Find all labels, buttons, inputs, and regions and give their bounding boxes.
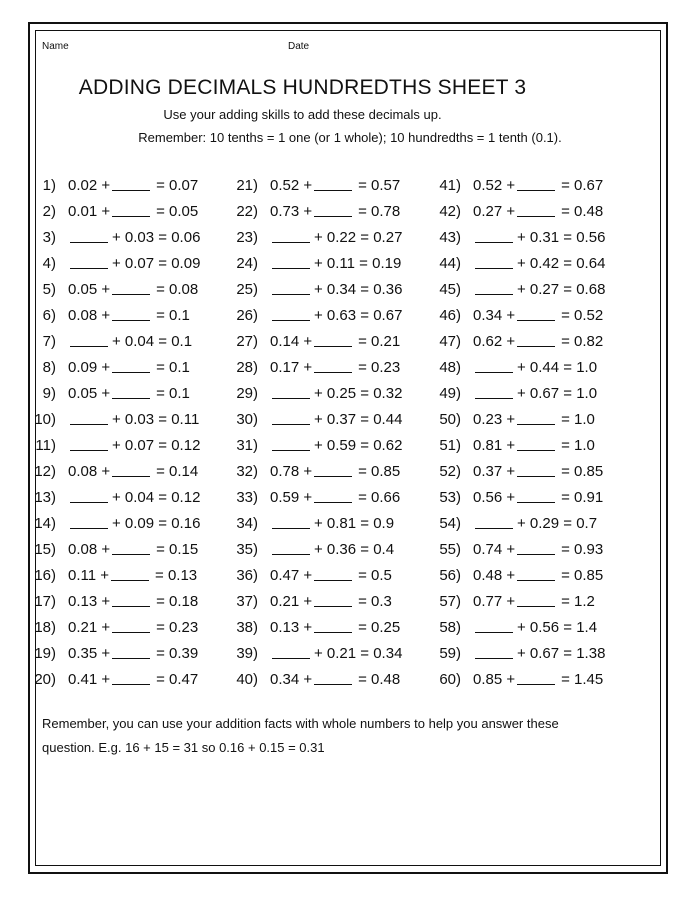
answer-blank[interactable] — [517, 669, 555, 685]
answer-blank[interactable] — [475, 513, 513, 529]
problem-number: 52) — [439, 463, 461, 480]
problem-row — [421, 565, 605, 591]
problem-number: 22) — [236, 203, 258, 220]
problem-number: 46) — [439, 307, 461, 324]
problem-addend: 0.81 + — [473, 437, 516, 454]
problem-number: 32) — [236, 463, 258, 480]
answer-blank[interactable] — [272, 435, 310, 451]
problem-addend: 0.78 + — [270, 463, 313, 480]
page-title — [0, 76, 605, 100]
answer-blank[interactable] — [112, 461, 150, 477]
answer-blank[interactable] — [475, 643, 513, 659]
problem-number: 25) — [236, 281, 258, 298]
problem-addend: 0.74 + — [473, 541, 516, 558]
answer-blank[interactable] — [517, 201, 555, 217]
problem-row — [16, 487, 200, 513]
problem-row — [16, 383, 200, 409]
problem-equation-part: + 0.03 = 0.11 — [112, 411, 200, 428]
problem-equation-part: = 0.1 — [156, 385, 190, 402]
problem-row — [421, 409, 605, 435]
answer-blank[interactable] — [112, 175, 150, 191]
problem-equation-part: + 0.42 = 0.64 — [517, 255, 606, 272]
problem-number: 45) — [439, 281, 461, 298]
problem-addend: 0.14 + — [270, 333, 313, 350]
problem-equation-part: = 0.85 — [561, 463, 604, 480]
answer-blank[interactable] — [314, 591, 352, 607]
problem-number: 38) — [236, 619, 258, 636]
problem-equation-part: + 0.67 = 1.38 — [517, 645, 606, 662]
problem-row — [218, 669, 402, 695]
problem-equation-part: = 1.45 — [561, 671, 604, 688]
answer-blank[interactable] — [314, 461, 352, 477]
problem-equation-part: = 0.3 — [358, 593, 392, 610]
problem-row — [16, 435, 200, 461]
problem-addend: 0.77 + — [473, 593, 516, 610]
answer-blank[interactable] — [517, 591, 555, 607]
problem-equation-part: + 0.34 = 0.36 — [314, 281, 403, 298]
answer-blank[interactable] — [314, 565, 352, 581]
problem-number: 4) — [42, 255, 56, 272]
problem-row — [421, 669, 605, 695]
problem-number: 37) — [236, 593, 258, 610]
problem-addend: 0.35 + — [68, 645, 111, 662]
answer-blank[interactable] — [70, 253, 108, 269]
answer-blank[interactable] — [475, 253, 513, 269]
problem-row — [421, 305, 605, 331]
problem-row — [421, 461, 605, 487]
problem-equation-part: = 0.48 — [358, 671, 401, 688]
answer-blank[interactable] — [475, 357, 513, 373]
problem-addend: 0.21 + — [270, 593, 313, 610]
problem-number: 58) — [439, 619, 461, 636]
footer-hint-line-2: question. E.g. 16 + 15 = 31 so 0.16 + 0.15 = 0.31 — [42, 740, 325, 755]
page-title-text: ADDING DECIMALS HUNDREDTHS SHEET 3 — [78, 76, 527, 99]
problem-number: 50) — [439, 411, 461, 428]
problem-equation-part: = 0.23 — [156, 619, 199, 636]
problem-number: 41) — [439, 177, 461, 194]
problem-equation-part: + 0.04 = 0.12 — [112, 489, 201, 506]
answer-blank[interactable] — [112, 305, 150, 321]
answer-blank[interactable] — [70, 513, 108, 529]
problem-number: 30) — [236, 411, 258, 428]
problem-addend: 0.48 + — [473, 567, 516, 584]
problem-equation-part: = 0.25 — [358, 619, 401, 636]
problem-addend: 0.52 + — [473, 177, 516, 194]
problem-number: 18) — [34, 619, 56, 636]
problem-equation-part: = 0.82 — [561, 333, 604, 350]
problem-equation-part: = 0.08 — [156, 281, 199, 298]
problem-row — [218, 331, 402, 357]
problem-number: 34) — [236, 515, 258, 532]
problem-number: 2) — [42, 203, 56, 220]
problem-row — [218, 617, 402, 643]
problem-addend: 0.41 + — [68, 671, 111, 688]
answer-blank[interactable] — [314, 357, 352, 373]
answer-blank[interactable] — [314, 175, 352, 191]
problem-row — [16, 175, 200, 201]
problem-equation-part: + 0.07 = 0.09 — [112, 255, 201, 272]
problem-number: 49) — [439, 385, 461, 402]
problem-equation-part: + 0.81 = 0.9 — [314, 515, 395, 532]
answer-blank[interactable] — [517, 565, 555, 581]
problem-equation-part: = 0.14 — [156, 463, 199, 480]
problem-row — [421, 357, 605, 383]
answer-blank[interactable] — [475, 617, 513, 633]
problem-row — [218, 227, 402, 253]
answer-blank[interactable] — [70, 435, 108, 451]
problem-equation-part: + 0.22 = 0.27 — [314, 229, 403, 246]
answer-blank[interactable] — [272, 253, 310, 269]
problem-equation-part: = 0.18 — [156, 593, 199, 610]
problem-row — [421, 175, 605, 201]
answer-blank[interactable] — [112, 591, 150, 607]
answer-blank[interactable] — [272, 409, 310, 425]
problem-row — [16, 513, 200, 539]
problem-equation-part: + 0.44 = 1.0 — [517, 359, 598, 376]
problem-addend: 0.08 + — [68, 463, 111, 480]
problem-equation-part: = 0.66 — [358, 489, 401, 506]
problem-row — [16, 253, 200, 279]
problem-row — [16, 409, 200, 435]
problem-row — [218, 357, 402, 383]
answer-blank[interactable] — [112, 279, 150, 295]
problem-addend: 0.37 + — [473, 463, 516, 480]
problem-number: 48) — [439, 359, 461, 376]
answer-blank[interactable] — [314, 669, 352, 685]
answer-blank[interactable] — [314, 331, 352, 347]
problem-number: 40) — [236, 671, 258, 688]
problem-equation-part: + 0.07 = 0.12 — [112, 437, 201, 454]
problem-row — [16, 357, 200, 383]
problem-row — [218, 513, 402, 539]
problem-row — [16, 331, 200, 357]
answer-blank[interactable] — [112, 383, 150, 399]
problem-addend: 0.02 + — [68, 177, 111, 194]
problem-number: 5) — [42, 281, 56, 298]
problem-row — [16, 643, 200, 669]
problem-equation-part: + 0.31 = 0.56 — [517, 229, 606, 246]
problem-number: 12) — [34, 463, 56, 480]
problem-number: 3) — [42, 229, 56, 246]
problem-addend: 0.13 + — [68, 593, 111, 610]
problem-number: 54) — [439, 515, 461, 532]
problem-equation-part: + 0.04 = 0.1 — [112, 333, 193, 350]
problem-row — [421, 487, 605, 513]
problem-addend: 0.59 + — [270, 489, 313, 506]
problem-row — [16, 201, 200, 227]
answer-blank[interactable] — [70, 487, 108, 503]
problem-number: 17) — [34, 593, 56, 610]
problem-row — [421, 201, 605, 227]
answer-blank[interactable] — [517, 305, 555, 321]
problem-number: 15) — [34, 541, 56, 558]
problem-number: 19) — [34, 645, 56, 662]
problem-addend: 0.34 + — [473, 307, 516, 324]
problem-number: 14) — [34, 515, 56, 532]
problem-equation-part: + 0.56 = 1.4 — [517, 619, 598, 636]
problem-equation-part: = 0.52 — [561, 307, 604, 324]
problem-addend: 0.23 + — [473, 411, 516, 428]
problem-row — [421, 539, 605, 565]
problem-equation-part: = 0.48 — [561, 203, 604, 220]
answer-blank[interactable] — [272, 539, 310, 555]
problem-addend: 0.56 + — [473, 489, 516, 506]
problem-equation-part: = 0.93 — [561, 541, 604, 558]
problem-equation-part: = 0.39 — [156, 645, 199, 662]
problem-number: 31) — [236, 437, 258, 454]
instruction-line-1: Use your adding skills to add these decimals up. — [163, 107, 442, 122]
problem-number: 8) — [42, 359, 56, 376]
problem-number: 36) — [236, 567, 258, 584]
problem-row — [218, 201, 402, 227]
problem-addend: 0.47 + — [270, 567, 313, 584]
problem-number: 28) — [236, 359, 258, 376]
problem-addend: 0.73 + — [270, 203, 313, 220]
answer-blank[interactable] — [111, 565, 149, 581]
problem-number: 33) — [236, 489, 258, 506]
problem-row — [218, 435, 402, 461]
answer-blank[interactable] — [112, 669, 150, 685]
problem-equation-part: = 1.2 — [561, 593, 595, 610]
problem-equation-part: = 0.5 — [358, 567, 392, 584]
answer-blank[interactable] — [112, 643, 150, 659]
problem-addend: 0.85 + — [473, 671, 516, 688]
problem-row — [421, 435, 605, 461]
answer-blank[interactable] — [475, 227, 513, 243]
answer-blank[interactable] — [517, 331, 555, 347]
problem-equation-part: + 0.11 = 0.19 — [314, 255, 402, 272]
problem-addend: 0.08 + — [68, 541, 111, 558]
problem-addend: 0.13 + — [270, 619, 313, 636]
problem-number: 6) — [42, 307, 56, 324]
answer-blank[interactable] — [70, 331, 108, 347]
problem-number: 44) — [439, 255, 461, 272]
answer-blank[interactable] — [517, 487, 555, 503]
footer-hint-line-1: Remember, you can use your addition facts with whole numbers to help you answer these — [42, 716, 559, 731]
answer-blank[interactable] — [517, 409, 555, 425]
problem-number: 20) — [34, 671, 56, 688]
problem-addend: 0.01 + — [68, 203, 111, 220]
problem-number: 24) — [236, 255, 258, 272]
problem-number: 13) — [34, 489, 56, 506]
problem-equation-part: = 0.07 — [156, 177, 199, 194]
problem-equation-part: = 0.13 — [155, 567, 198, 584]
problem-equation-part: = 0.85 — [358, 463, 401, 480]
problem-row — [421, 331, 605, 357]
problem-addend: 0.08 + — [68, 307, 111, 324]
answer-blank[interactable] — [314, 201, 352, 217]
problem-addend: 0.62 + — [473, 333, 516, 350]
problem-equation-part: + 0.63 = 0.67 — [314, 307, 403, 324]
problem-row — [218, 643, 402, 669]
problem-row — [218, 565, 402, 591]
problem-equation-part: = 0.1 — [156, 359, 190, 376]
problem-row — [16, 617, 200, 643]
answer-blank[interactable] — [272, 643, 310, 659]
answer-blank[interactable] — [112, 201, 150, 217]
problem-row — [218, 175, 402, 201]
problem-number: 16) — [34, 567, 56, 584]
problem-number: 1) — [42, 177, 56, 194]
answer-blank[interactable] — [517, 539, 555, 555]
problem-equation-part: = 0.23 — [358, 359, 401, 376]
problem-equation-part: + 0.03 = 0.06 — [112, 229, 201, 246]
answer-blank[interactable] — [517, 461, 555, 477]
problem-equation-part: + 0.29 = 0.7 — [517, 515, 598, 532]
problem-number: 56) — [439, 567, 461, 584]
answer-blank[interactable] — [272, 383, 310, 399]
problem-row — [218, 383, 402, 409]
problem-row — [16, 591, 200, 617]
answer-blank[interactable] — [475, 279, 513, 295]
problem-number: 53) — [439, 489, 461, 506]
answer-blank[interactable] — [475, 383, 513, 399]
problem-number: 57) — [439, 593, 461, 610]
answer-blank[interactable] — [272, 227, 310, 243]
problem-column-3 — [421, 175, 605, 695]
problem-row — [16, 539, 200, 565]
problem-number: 23) — [236, 229, 258, 246]
problem-number: 35) — [236, 541, 258, 558]
problem-number: 27) — [236, 333, 258, 350]
problem-addend: 0.34 + — [270, 671, 313, 688]
answer-blank[interactable] — [272, 513, 310, 529]
problem-row — [218, 461, 402, 487]
problem-equation-part: + 0.37 = 0.44 — [314, 411, 403, 428]
problem-number: 21) — [236, 177, 258, 194]
problem-equation-part: = 0.85 — [561, 567, 604, 584]
answer-blank[interactable] — [272, 305, 310, 321]
problem-row — [218, 409, 402, 435]
answer-blank[interactable] — [314, 487, 352, 503]
problem-addend: 0.17 + — [270, 359, 313, 376]
problem-equation-part: = 0.91 — [561, 489, 604, 506]
problem-equation-part: = 1.0 — [561, 437, 595, 454]
problem-addend: 0.05 + — [68, 281, 111, 298]
problem-number: 55) — [439, 541, 461, 558]
problem-row — [16, 227, 200, 253]
problem-addend: 0.09 + — [68, 359, 111, 376]
date-label: Date — [288, 41, 310, 52]
problem-equation-part: + 0.59 = 0.62 — [314, 437, 403, 454]
problem-equation-part: = 0.05 — [156, 203, 199, 220]
problem-number: 47) — [439, 333, 461, 350]
problem-number: 42) — [439, 203, 461, 220]
problem-row — [16, 669, 200, 695]
problem-equation-part: + 0.21 = 0.34 — [314, 645, 403, 662]
problem-number: 29) — [236, 385, 258, 402]
problem-row — [421, 383, 605, 409]
problem-equation-part: = 1.0 — [561, 411, 595, 428]
problem-row — [421, 279, 605, 305]
answer-blank[interactable] — [272, 279, 310, 295]
problem-row — [421, 643, 605, 669]
problem-equation-part: + 0.36 = 0.4 — [314, 541, 395, 558]
problem-row — [421, 617, 605, 643]
problem-equation-part: + 0.27 = 0.68 — [517, 281, 606, 298]
problem-equation-part: = 0.67 — [561, 177, 604, 194]
problem-number: 39) — [236, 645, 258, 662]
problem-number: 60) — [439, 671, 461, 688]
problem-number: 51) — [439, 437, 461, 454]
problem-row — [218, 487, 402, 513]
problem-number: 43) — [439, 229, 461, 246]
problem-row — [16, 461, 200, 487]
problem-row — [218, 279, 402, 305]
problem-equation-part: = 0.15 — [156, 541, 199, 558]
problem-equation-part: = 0.47 — [156, 671, 199, 688]
answer-blank[interactable] — [517, 435, 555, 451]
problem-row — [218, 591, 402, 617]
problem-equation-part: = 0.57 — [358, 177, 401, 194]
problem-row — [421, 513, 605, 539]
problem-addend: 0.27 + — [473, 203, 516, 220]
problem-row — [421, 227, 605, 253]
problem-row — [16, 565, 200, 591]
problem-column-1 — [16, 175, 200, 695]
answer-blank[interactable] — [70, 227, 108, 243]
answer-blank[interactable] — [112, 539, 150, 555]
problem-number: 26) — [236, 307, 258, 324]
problem-equation-part: + 0.09 = 0.16 — [112, 515, 201, 532]
problem-number: 10) — [34, 411, 56, 428]
answer-blank[interactable] — [112, 617, 150, 633]
problem-equation-part: + 0.25 = 0.32 — [314, 385, 403, 402]
answer-blank[interactable] — [517, 175, 555, 191]
problem-row — [218, 539, 402, 565]
problem-row — [421, 591, 605, 617]
problem-row — [421, 253, 605, 279]
problem-number: 7) — [42, 333, 56, 350]
problem-equation-part: = 0.78 — [358, 203, 401, 220]
problem-number: 9) — [42, 385, 56, 402]
name-label: Name — [42, 41, 69, 52]
problem-addend: 0.21 + — [68, 619, 111, 636]
problem-number: 11) — [35, 437, 56, 454]
problem-addend: 0.11 + — [68, 567, 110, 584]
problem-equation-part: + 0.67 = 1.0 — [517, 385, 598, 402]
problem-equation-part: = 0.21 — [358, 333, 401, 350]
problem-number: 59) — [439, 645, 461, 662]
problem-column-2 — [218, 175, 402, 695]
answer-blank[interactable] — [314, 617, 352, 633]
answer-blank[interactable] — [70, 409, 108, 425]
problem-addend: 0.52 + — [270, 177, 313, 194]
problem-addend: 0.05 + — [68, 385, 111, 402]
problem-equation-part: = 0.1 — [156, 307, 190, 324]
problem-row — [218, 253, 402, 279]
problem-row — [218, 305, 402, 331]
answer-blank[interactable] — [112, 357, 150, 373]
instruction-line-2: Remember: 10 tenths = 1 one (or 1 whole); 10 hundredths = 1 tenth (0.1). — [138, 130, 562, 145]
problem-row — [16, 279, 200, 305]
problem-row — [16, 305, 200, 331]
